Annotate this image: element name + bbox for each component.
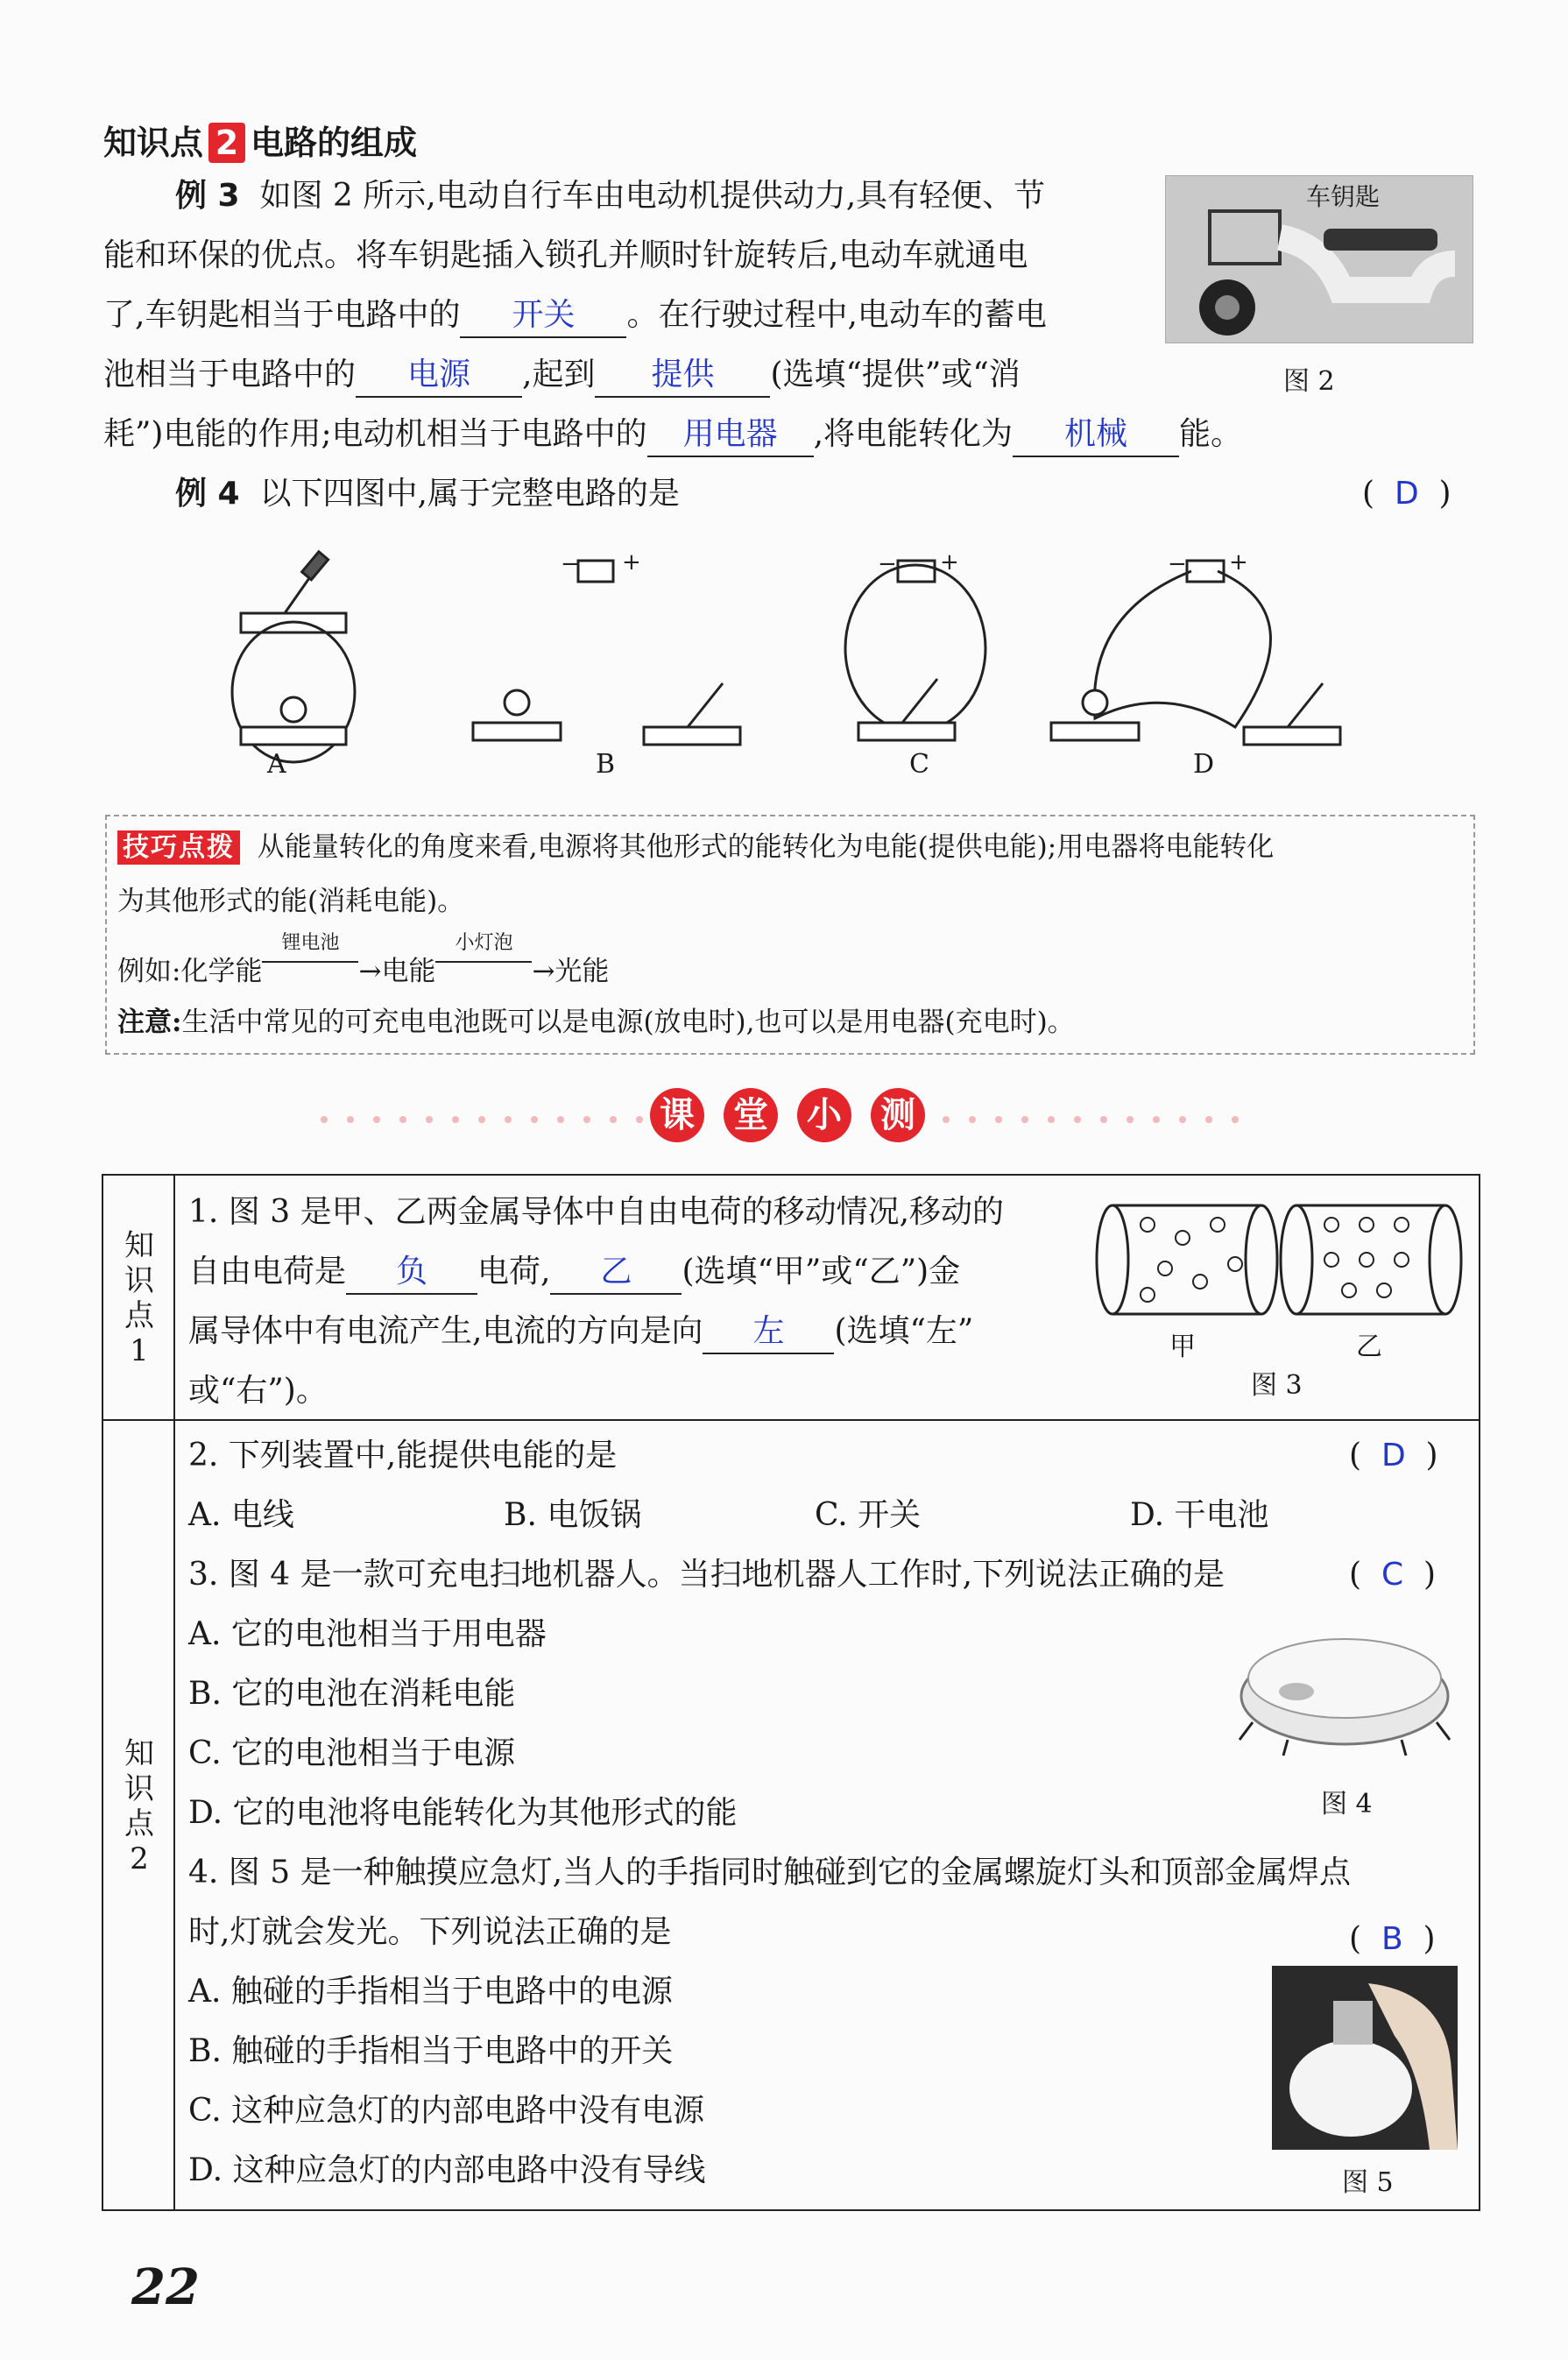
figure2-caption: 图 2 [1283, 366, 1335, 397]
tip-example: 例如:化学能 锂电池 →电能 小灯泡 →光能 [117, 932, 610, 987]
section-number-badge: 2 [208, 123, 245, 163]
svg-text:+: + [622, 549, 641, 576]
q4-option-d[interactable]: D. 这种应急灯的内部电路中没有导线 [188, 2152, 706, 2188]
q2-option-d[interactable]: D. 干电池 [1130, 1497, 1269, 1533]
section-title: 电路的组成 [251, 124, 418, 162]
q2-answer[interactable]: D [1381, 1438, 1406, 1473]
example3-line5 [103, 405, 1242, 464]
quiz-char-3: 小 [797, 1088, 851, 1142]
example3-label: 例 3 [175, 178, 240, 214]
q2-option-c[interactable]: C. 开关 [815, 1497, 922, 1533]
q4-line2: 时,灯就会发光。下列说法正确的是 [188, 1914, 672, 1950]
tip-badge: 技巧点拨 [117, 830, 240, 865]
tip-ex-prefix: 例如:化学能 [117, 956, 263, 987]
q1-answer-2[interactable]: 乙 [600, 1254, 632, 1290]
q4-line1: 4. 图 5 是一种触摸应急灯,当人的手指同时触碰到它的金属螺旋灯头和顶部金属焊点 [188, 1855, 1352, 1890]
example4-label: 例 4 [175, 476, 240, 512]
text: 能。 [1179, 416, 1243, 452]
label-yi: 乙 [1356, 1332, 1382, 1362]
q1-line3 [188, 1302, 973, 1361]
example4-line [175, 464, 680, 524]
q1-line4: 或“右”)。 [188, 1373, 328, 1409]
tip-mid: 电能 [381, 956, 436, 987]
tip-note-label: 注意: [117, 1007, 182, 1038]
q4-answer-paren: ( B ) [1349, 1921, 1436, 1957]
kp2-c3: 点 [124, 1806, 154, 1841]
q2-answer-paren: ( D ) [1349, 1438, 1438, 1473]
quiz-char-1: 课 [650, 1088, 704, 1142]
tip-end: 光能 [554, 956, 610, 987]
robot-vacuum-image [1235, 1608, 1454, 1757]
answer-blank-5[interactable]: 机械 [1064, 416, 1128, 452]
text: 了,车钥匙相当于电路中的 [103, 297, 461, 333]
text: ,将电能转化为 [813, 416, 1014, 452]
photo-label-key: 车钥匙 [1306, 182, 1381, 211]
tip-line1 [117, 820, 1274, 875]
tip-note-text: 生活中常见的可充电电池既可以是电源(放电时),也可以是用电器(充电时)。 [181, 1007, 1075, 1038]
example4-answer-paren: ( D ) [1362, 476, 1451, 512]
quiz-title [650, 1088, 925, 1142]
conductors-figure [1095, 1198, 1463, 1330]
text: (选填“左” [834, 1313, 974, 1349]
quiz-char-2: 堂 [724, 1088, 778, 1142]
kp2-c1: 知 [124, 1736, 154, 1771]
svg-text:+: + [1229, 549, 1248, 576]
q4-answer[interactable]: B [1381, 1921, 1403, 1957]
circuit-label-b: B [596, 749, 616, 780]
answer-blank-3[interactable]: 提供 [651, 357, 715, 392]
circuit-label-a: A [267, 749, 286, 780]
q3-option-c[interactable]: C. 它的电池相当于电源 [188, 1735, 516, 1771]
q3-stem: 3. 图 4 是一款可充电扫地机器人。当扫地机器人工作时,下列说法正确的是 [188, 1557, 1225, 1593]
q3-option-d[interactable]: D. 它的电池将电能转化为其他形式的能 [188, 1795, 738, 1831]
text: 耗”)电能的作用;电动机相当于电路中的 [103, 416, 647, 452]
figure5-caption: 图 5 [1342, 2167, 1394, 2198]
kp2-c4: 2 [130, 1841, 149, 1876]
circuit-label-d: D [1193, 749, 1215, 780]
q3-answer-paren: ( C ) [1349, 1557, 1437, 1593]
scooter-photo [1165, 175, 1473, 343]
circuit-label-c: C [909, 749, 929, 780]
tip-note [117, 995, 1075, 1049]
figure3-caption: 图 3 [1251, 1370, 1303, 1401]
text: 自由电荷是 [188, 1254, 347, 1290]
tip-box [105, 815, 1475, 1055]
q1-line1: 1. 图 3 是甲、乙两金属导体中自由电荷的移动情况,移动的 [188, 1194, 1005, 1230]
kp1-c4: 1 [130, 1333, 149, 1368]
q3-option-b[interactable]: B. 它的电池在消耗电能 [188, 1676, 516, 1712]
figure4-caption: 图 4 [1321, 1789, 1373, 1819]
table-divider-v [173, 1176, 175, 2209]
example3-line1 [175, 166, 1045, 226]
q2-option-a[interactable]: A. 电线 [188, 1497, 294, 1533]
example3-line4 [103, 345, 1021, 405]
answer-blank-2[interactable]: 电源 [407, 357, 471, 392]
kp1-c1: 知 [124, 1228, 154, 1263]
q4-option-a[interactable]: A. 触碰的手指相当于电路中的电源 [188, 1974, 673, 2010]
text: (选填“提供”或“消 [770, 357, 1021, 392]
svg-text:−: − [878, 551, 897, 577]
touch-lamp-image [1272, 1966, 1458, 2150]
q3-option-a[interactable]: A. 它的电池相当于用电器 [188, 1616, 547, 1652]
answer-blank-1[interactable]: 开关 [512, 297, 576, 333]
q4-option-c[interactable]: C. 这种应急灯的内部电路中没有电源 [188, 2093, 705, 2129]
kp1-c3: 点 [124, 1298, 154, 1333]
answer-blank-4[interactable]: 用电器 [682, 416, 778, 452]
q1-answer-1[interactable]: 负 [396, 1254, 428, 1290]
svg-text:+: + [940, 549, 959, 576]
example3-line2: 能和环保的优点。将车钥匙插入锁孔并顺时针旋转后,电动车就通电 [103, 237, 1028, 273]
example3-text1: 如图 2 所示,电动自行车由电动机提供动力,具有轻便、节 [259, 178, 1046, 214]
svg-text:−: − [561, 551, 580, 577]
kp1-label [116, 1228, 163, 1368]
circuit-diagrams [210, 543, 1367, 780]
q2-option-b[interactable]: B. 电饭锅 [504, 1497, 642, 1533]
example4-answer[interactable]: D [1394, 476, 1419, 512]
page-number: 22 [131, 2258, 200, 2316]
arrow2-label: 小灯泡 [455, 932, 513, 954]
arrow1-label: 锂电池 [281, 932, 340, 954]
section-prefix: 知识点 [103, 124, 204, 162]
q4-option-b[interactable]: B. 触碰的手指相当于电路中的开关 [188, 2033, 674, 2069]
text: ,起到 [522, 357, 596, 392]
example4-text: 以下四图中,属于完整电路的是 [259, 476, 680, 512]
label-jia: 甲 [1169, 1332, 1196, 1362]
svg-text:−: − [1168, 551, 1187, 577]
kp2-label [116, 1736, 163, 1876]
example3-line3 [103, 286, 1047, 345]
kp2-c2: 识 [124, 1771, 154, 1806]
q1-line2 [188, 1242, 960, 1302]
q1-answer-3[interactable]: 左 [752, 1313, 785, 1349]
text: 属导体中有电流产生,电流的方向是向 [188, 1313, 703, 1349]
q3-answer[interactable]: C [1381, 1557, 1404, 1593]
text: 。在行驶过程中,电动车的蓄电 [626, 297, 1047, 333]
text: 电荷, [477, 1254, 551, 1290]
kp1-c2: 识 [124, 1263, 154, 1298]
tip-line2: 为其他形式的能(消耗电能)。 [117, 886, 465, 917]
tip-text1: 从能量转化的角度来看,电源将其他形式的能转化为电能(提供电能);用电器将电能转化 [257, 831, 1275, 863]
section-header [103, 116, 417, 164]
text: (选填“甲”或“乙”)金 [682, 1254, 961, 1290]
quiz-char-4: 测 [871, 1088, 925, 1142]
text: 池相当于电路中的 [103, 357, 357, 392]
q2-stem: 2. 下列装置中,能提供电能的是 [188, 1438, 618, 1473]
